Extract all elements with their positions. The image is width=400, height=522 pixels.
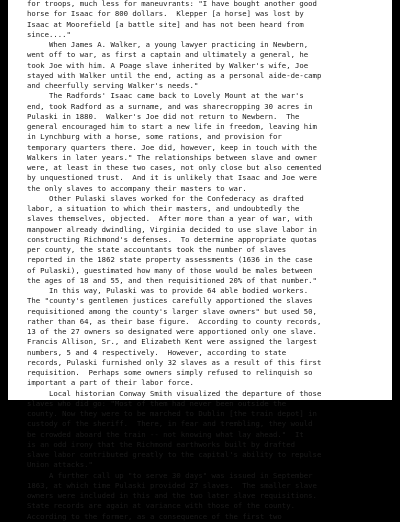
- text-line: The Radfords' Isaac came back to Lovely Mount at the war's: [27, 91, 304, 101]
- body-text: [27, 0, 373, 522]
- text-line: Local historian Conway Smith visualized the departure of those: [27, 388, 322, 398]
- text-line: is an odd irony that the Richmond earthworks built by drafted: [27, 439, 295, 449]
- document-page: [8, 0, 392, 521]
- text-line: for troops, much less for maneuvrants: "I have bought another good: [27, 0, 317, 8]
- text-line: Walkers in later years." The relationships between slave and owner: [27, 152, 317, 162]
- text-line: In this way, Pulaski was to provide 64 able bodied workers.: [27, 286, 309, 295]
- text-line: records, Pulaski furnished only 32 slaves as a result of this first: [27, 357, 322, 367]
- text-line: Pulaski in 1880. Walker's Joe did not return to Newbern. The: [27, 111, 300, 121]
- text-line: labor, a situation to which their masters, and undoubtedly the: [27, 204, 300, 213]
- text-line: and cheerfully serving Walker's needs.": [27, 81, 199, 90]
- text-line: requisitioned among the county's larger slave owners" but used 50,: [27, 306, 317, 316]
- text-line: slave labor contributed greatly to the capital's ability to repulse: [27, 450, 322, 459]
- text-line: requisition. Perhaps some owners simply refused to relinquish so: [27, 368, 313, 377]
- text-line: The "county's gentlemen justices carefully apportioned the slaves: [27, 296, 313, 306]
- text-line: the ages of 18 and 55, and then requisitioned 20% of that number.": [27, 275, 317, 285]
- text-line: 1863, at which time Pulaski provided 27 slaves. The smaller slave: [27, 480, 317, 490]
- text-line: went off to war, as first a captain and ultimately a general, he: [27, 50, 309, 60]
- text-line: Isaac at Moorefield [a battle site] and has not been heard from: [27, 19, 304, 29]
- text-line: rather than 64, as their base figure. According to county records,: [27, 316, 322, 326]
- text-line: the only slaves to accompany their masters to war.: [27, 183, 247, 193]
- text-line: per county, the state accountants took the number of slaves: [27, 245, 287, 254]
- text-line: county. Now they were to be marched to Dublin [the train depot] in: [27, 409, 317, 418]
- text-line: in Lynchburg with a horse, some rations, and provision for: [27, 132, 282, 142]
- text-line: stayed with Walker until the end, acting as a personal aide-de-camp: [27, 70, 322, 80]
- text-line: temporary quarters there. Joe did, however, keep in touch with the: [27, 142, 317, 152]
- text-line: took Joe with him. A Poage slave inherited by Walker's wife, Joe: [27, 60, 309, 70]
- text-line: slaves who did go: "Most of them had never been outside the: [27, 398, 287, 408]
- text-line: According to the former, as a consequence of the first two: [27, 511, 282, 521]
- text-line: important a part of their labor force.: [27, 378, 194, 388]
- text-line: end, took Radford as a surname, and was sharecropping 30 acres in: [27, 101, 313, 111]
- text-line: State records are again at variance with those of the county.: [27, 501, 295, 511]
- text-line: by unquestioned trust. And it is unlikely that Isaac and Joe were: [27, 173, 317, 183]
- text-line: 13 of the 27 owners so designated were apportioned only one slave.: [27, 327, 317, 336]
- text-line: Other Pulaski slaves worked for the Confederacy as drafted: [27, 193, 304, 203]
- text-line: horse for Isaac for 800 dollars. Klepper [a horse] was lost by: [27, 9, 304, 19]
- text-line: since....": [27, 29, 71, 39]
- text-line: constructing Richmond's defenses. To determine appropriate quotas: [27, 234, 317, 244]
- text-line: were, at least in these two cases, not only close but also cemented: [27, 163, 322, 172]
- text-line: Union attacks.": [27, 460, 93, 470]
- text-line: owners were included in this and the two later slave requisitions.: [27, 491, 317, 500]
- text-line: be crowded aboard the train -- not knowing what lay ahead." It: [27, 429, 304, 439]
- text-line: Francis Allison, Sr., and Elizabeth Kent were assigned the largest: [27, 337, 317, 347]
- text-line: A further call up "to serve 30 days" was issued in September: [27, 470, 313, 480]
- text-line: custody of the sheriff. There, in fear and trembling, they would: [27, 419, 313, 429]
- text-line: general encouraged him to start a new life in freedom, leaving him: [27, 122, 317, 131]
- text-line: manpower already dwindling, Virginia decided to use slave labor in: [27, 224, 317, 234]
- text-line: of Pulaski), guestimated how many of those would be males between: [27, 265, 313, 275]
- text-line: numbers, 5 and 4 respectively. However, according to state: [27, 347, 287, 357]
- text-line: slaves themselves, objected. After more than a year of war, with: [27, 214, 313, 224]
- text-line: reported in the 1862 state property assessments (1636 in the case: [27, 255, 313, 265]
- text-line: When James A. Walker, a young lawyer practicing in Newbern,: [27, 40, 309, 49]
